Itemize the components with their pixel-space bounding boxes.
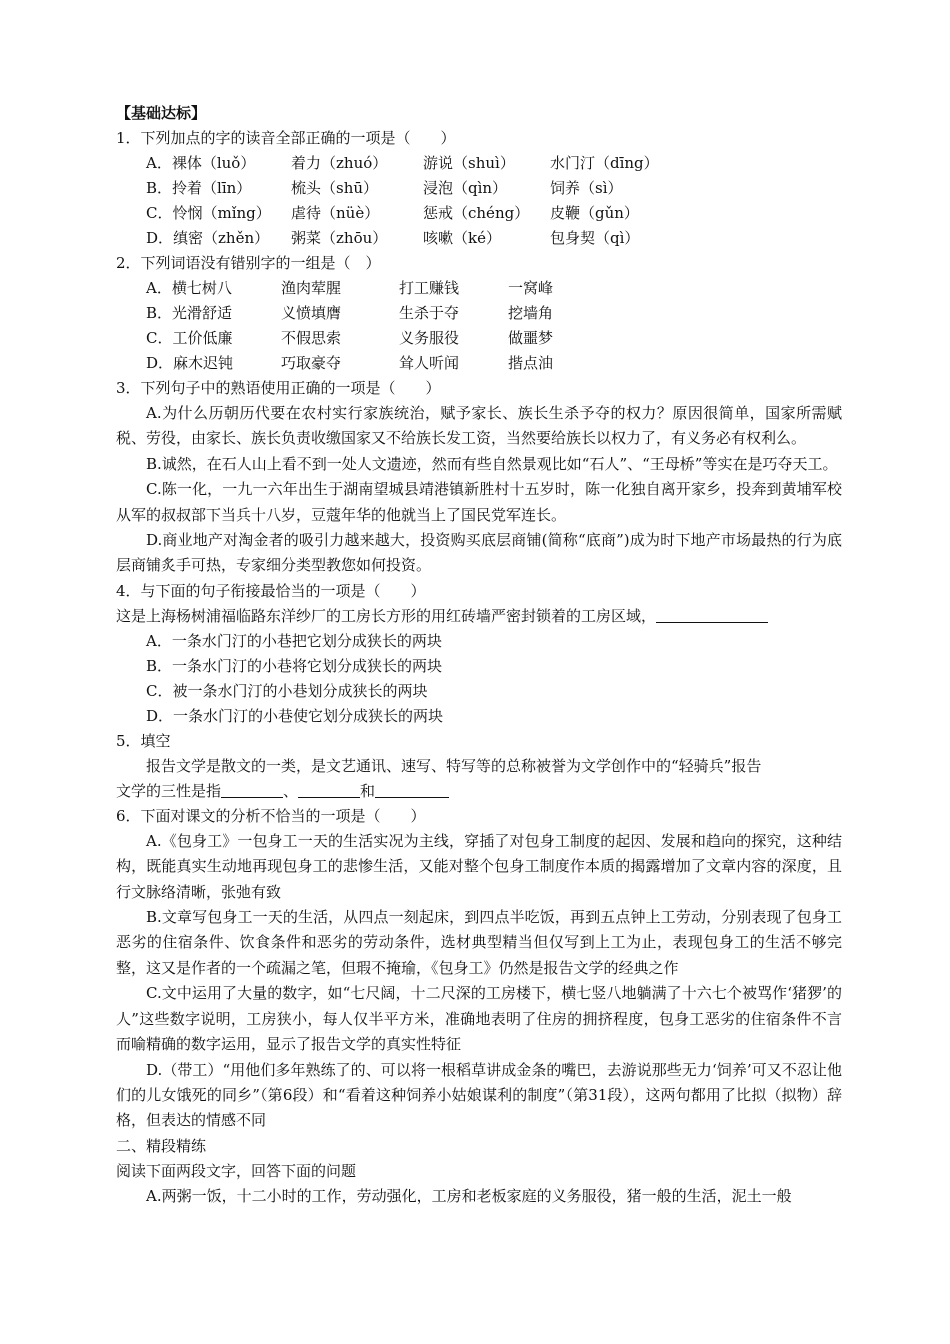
option-cell: 着力（zhuó） [291, 154, 388, 172]
answer-blank[interactable] [656, 606, 768, 623]
separator: 和 [360, 781, 376, 800]
option-cell: B．拎着（līn） [146, 179, 252, 197]
question-5-blanks [116, 779, 842, 804]
question-4-option-a: A．一条水门汀的小巷把它划分成狭长的两块 [146, 631, 442, 650]
question-4-option-b: B．一条水门汀的小巷将它划分成狭长的两块 [146, 656, 443, 675]
question-1-option-b [116, 176, 842, 201]
question-4-sentence-text: 这是上海杨树浦福临路东洋纱厂的工房长方形的用红砖墙严密封锁着的工房区域， [116, 606, 657, 625]
option-cell: 义务服役 [399, 329, 460, 347]
option-cell: 水门汀（dīng） [550, 154, 659, 172]
option-cell: 耸人听闻 [399, 354, 460, 372]
option-cell: 饲养（sì） [550, 179, 623, 197]
option-cell: 打工赚钱 [399, 279, 460, 297]
option-cell: 做噩梦 [508, 329, 554, 347]
section-2-title: 二、精段精练 [116, 1136, 207, 1155]
worksheet-page [116, 101, 842, 1209]
option-cell: D．缜密（zhěn） [146, 229, 270, 247]
option-cell: C．工价低廉 [146, 329, 233, 347]
question-6-option-c: C.文中运用了大量的数字，如“七尺阔，十二尺深的工房楼下，横七竖八地躺满了十六七个被骂作‘猪猡’的人”这些数字说明，工房狭小，每人仅半平方米，准确地表明了住房的拥挤程度，包身工恶劣的住宿条件不言而喻精确的数字运用，显示了报告文学的真实性特征 [116, 984, 842, 1054]
question-3-option-a: A.为什么历朝历代要在农村实行家族统治，赋予家长、族长生杀予夺的权力？原因很简单，国家所需赋税、劳役，由家长、族长负责收缴国家又不给族长发工资，当然要给族长以权力了，有义务必有权利么。 [116, 404, 842, 448]
question-4-stem: 4．与下面的句子衔接最恰当的一项是（ ） [116, 581, 426, 600]
answer-blank-1[interactable] [221, 781, 283, 798]
option-cell: 不假思索 [281, 329, 342, 347]
option-cell: B．光滑舒适 [146, 304, 233, 322]
question-5-stem: 5．填空 [116, 731, 171, 750]
option-cell: 一窝峰 [508, 279, 554, 297]
option-cell: 巧取豪夺 [281, 354, 342, 372]
question-6-stem: 6．下面对课文的分析不恰当的一项是（ ） [116, 806, 426, 825]
question-4-option-c: C．被一条水门汀的小巷划分成狭长的两块 [146, 681, 428, 700]
question-6-option-b: B.文章写包身工一天的生活，从四点一刻起床，到四点半吃饭，再到五点钟上工劳动，分别表现了包身工恶劣的住宿条件、饮食条件和恶劣的劳动条件，选材典型精当但仅写到上工为止，表现包身工的生活不够完整，这又是作者的一个疏漏之笔，但瑕不掩瑜，《包身工》仍然是报告文学的经典之作 [116, 908, 842, 977]
question-3-option-d: D.商业地产对淘金者的吸引力越来越大，投资购买底层商铺(简称“底商”)成为时下地产市场最热的行为底层商铺炙手可热，专家细分类型教您如何投资。 [116, 531, 842, 575]
option-cell: 揩点油 [508, 354, 554, 372]
question-2-option-c [116, 326, 842, 351]
option-cell: 梳头（shū） [291, 179, 379, 197]
option-cell: C．怜悯（mǐng） [146, 204, 271, 222]
section-title: 【基础达标】 [116, 104, 207, 122]
option-cell: 渔肉荤腥 [281, 279, 342, 297]
option-cell: 浸泡（qìn） [423, 179, 508, 197]
option-cell: 皮鞭（gǔn） [550, 204, 639, 222]
option-cell: 咳嗽（ké） [423, 229, 501, 247]
question-6-option-a: A.《包身工》一包身工一天的生活实况为主线，穿插了对包身工制度的起因、发展和趋向的探究，这种结构，既能真实生动地再现包身工的悲惨生活，又能对整个包身工制度作本质的揭露增加了文章内容的深度，且行文脉络清晰，张弛有致 [116, 831, 842, 901]
question-1-option-c [116, 201, 842, 226]
option-cell: 虐待（nüè） [291, 204, 380, 222]
option-cell: 惩戒（chéng） [423, 204, 530, 222]
question-5-text: 报告文学是散文的一类，是文艺通讯、速写、特写等的总称被誉为文学创作中的“轻骑兵”报告 [146, 756, 762, 775]
question-2-option-b [116, 301, 842, 326]
question-1-option-a [116, 151, 842, 176]
question-3-option-c: C.陈一化，一九一六年出生于湖南望城县靖港镇新胜村十五岁时，陈一化独自离开家乡，投奔到黄埔军校从军的叔叔部下当兵十八岁，豆蔻年华的他就当上了国民党军连长。 [116, 480, 842, 524]
option-cell: 生杀于夺 [399, 304, 460, 322]
option-cell: 粥菜（zhōu） [291, 229, 388, 247]
option-cell: D．麻木迟钝 [146, 354, 234, 372]
option-cell: A．横七树八 [146, 279, 232, 297]
question-2-stem: 2．下列词语没有错别字的一组是（ ） [116, 254, 381, 272]
question-5-text-b: 文学的三性是指 [116, 781, 222, 800]
answer-blank-2[interactable] [298, 781, 360, 798]
section-2-passage-a: A.两粥一饭，十二小时的工作，劳动强化，工房和老板家庭的义务服役，猪一般的生活，泥土一般 [146, 1186, 792, 1205]
option-cell: 包身契（qì） [550, 229, 640, 247]
option-cell: 义愤填膺 [281, 304, 342, 322]
option-cell: 游说（shuì） [423, 154, 515, 172]
question-6-option-d: D.（带工）“用他们多年熟练了的、可以将一根稻草讲成金条的嘴巴，去游说那些无力‘饲养’可又不忍让他们的儿女饿死的同乡”（第6段）和“看着这种饲养小姑娘谋利的制度”（第31段），这两句都用了比拟（拟物）辞格，但表达的情感不同 [116, 1060, 842, 1130]
option-cell: A．裸体（luǒ） [146, 154, 256, 172]
question-1-stem: 1．下列加点的字的读音全部正确的一项是（ ） [116, 129, 456, 147]
question-4-sentence [116, 604, 842, 629]
question-2-option-a [116, 276, 842, 301]
question-3-option-b: B.诚然，在石人山上看不到一处人文遗迹，然而有些自然景观比如“石人”、“王母桥”等实在是巧夺天工。 [146, 454, 838, 473]
separator: 、 [283, 781, 299, 800]
question-4-option-d: D．一条水门汀的小巷使它划分成狭长的两块 [146, 706, 444, 725]
answer-blank-3[interactable] [375, 781, 449, 798]
question-3-stem: 3．下列句子中的熟语使用正确的一项是（ ） [116, 379, 441, 397]
question-2-option-d [116, 351, 842, 376]
option-cell: 挖墙角 [508, 304, 554, 322]
section-2-intro: 阅读下面两段文字，回答下面的问题 [116, 1161, 357, 1180]
question-1-option-d [116, 226, 842, 251]
